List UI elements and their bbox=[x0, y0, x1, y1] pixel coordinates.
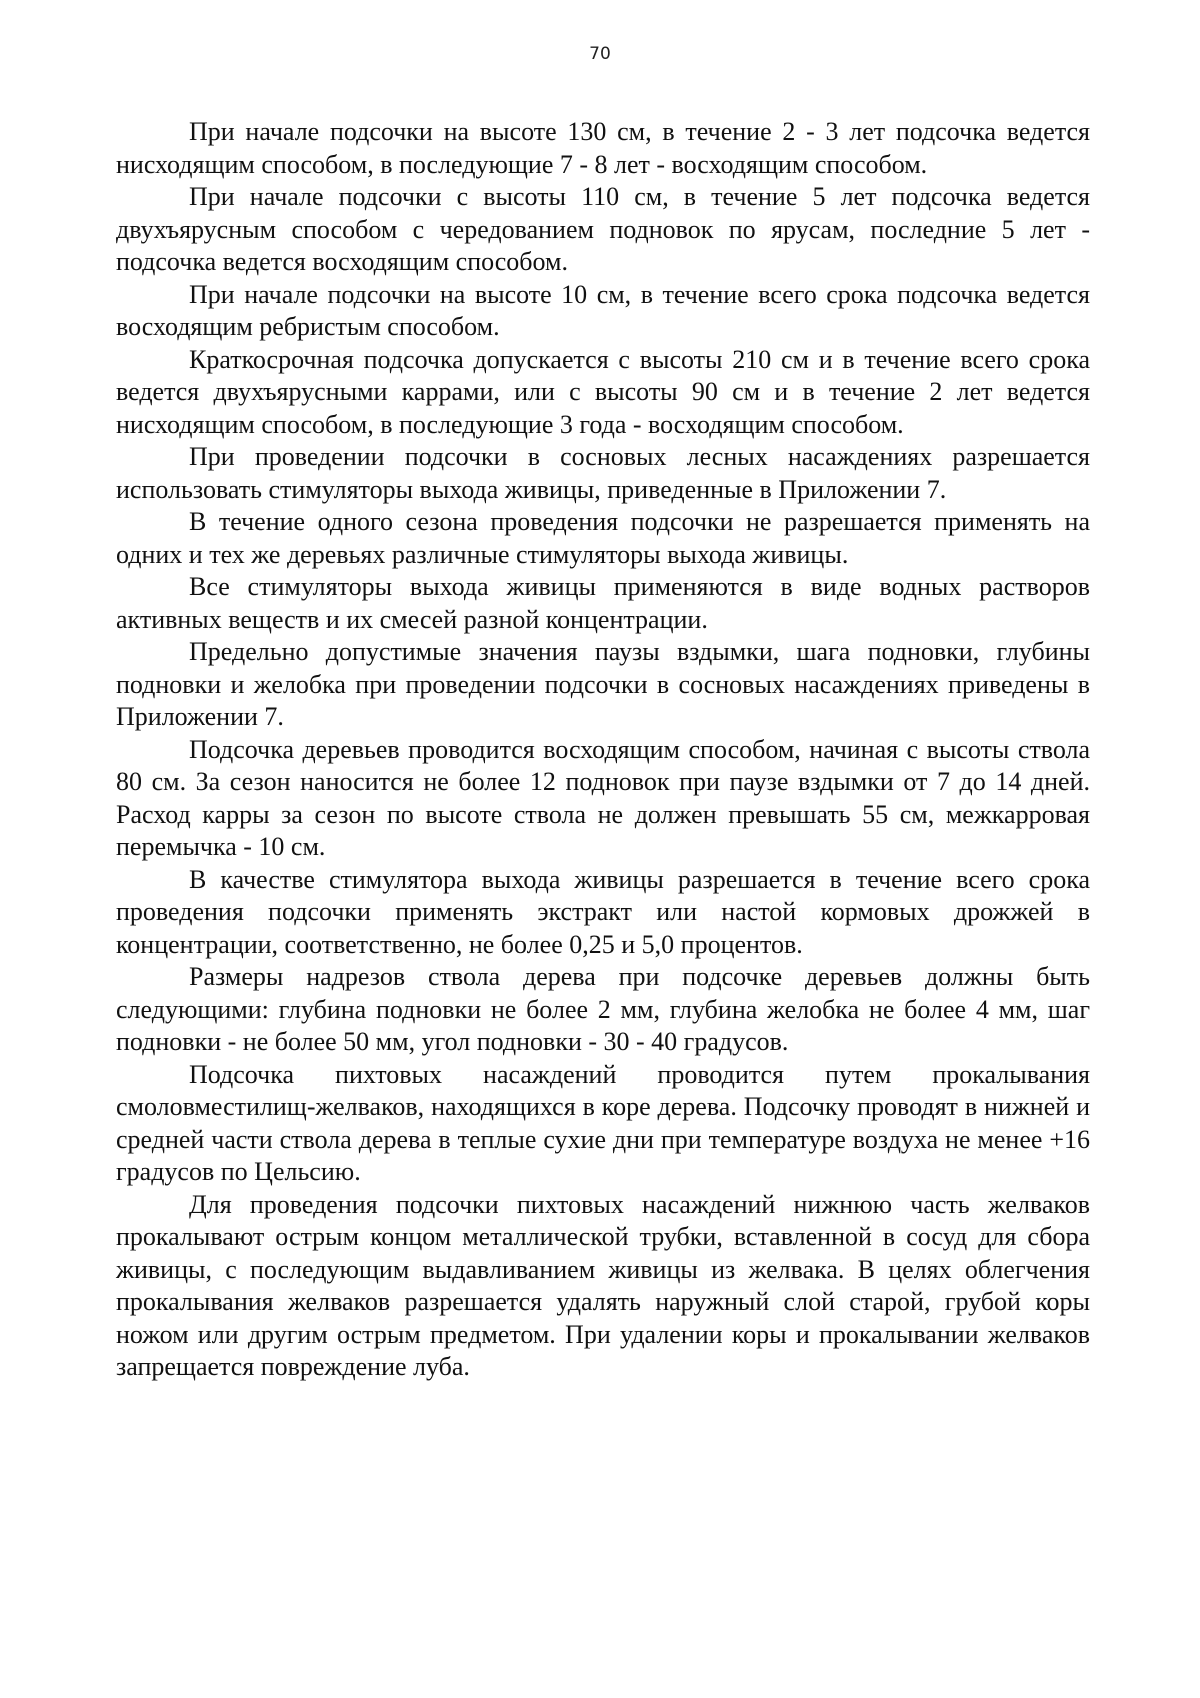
page-number: 70 bbox=[589, 44, 611, 64]
paragraph: Размеры надрезов ствола дерева при подсочке деревьев должны быть следующими: глубина подновки не более 2 мм, глубина желобка не более 4 мм, шаг подновки - не более 50 мм, угол подновки - 30 - 40 градусов. bbox=[116, 962, 1090, 1056]
paragraph: Подсочка деревьев проводится восходящим способом, начиная с высоты ствола 80 см. За сезон наносится не более 12 подновок при паузе вздымки от 7 до 14 дней. Расход карры за сезон по высоте ствола не должен превышать 55 см, межкарровая перемычка - 10 см. bbox=[116, 734, 1090, 861]
paragraph: При начале подсочки с высоты 110 см, в течение 5 лет подсочка ведется двухъярусным способом с чередованием подновок по ярусам, последние 5 лет - подсочка ведется восходящим способом. bbox=[116, 182, 1090, 276]
paragraph: При начале подсочки на высоте 10 см, в течение всего срока подсочка ведется восходящим ребристым способом. bbox=[116, 279, 1090, 341]
paragraph: В качестве стимулятора выхода живицы разрешается в течение всего срока проведения подсочки применять экстракт или настой кормовых дрожжей в концентрации, соответственно, не более 0,25 и 5,0 процентов. bbox=[116, 864, 1090, 959]
paragraph: Предельно допустимые значения паузы вздымки, шага подновки, глубины подновки и желобка при проведении подсочки в сосновых насаждениях приведены в Приложении 7. bbox=[116, 637, 1090, 731]
document-body bbox=[116, 116, 1090, 1384]
paragraph: При проведении подсочки в сосновых лесных насаждениях разрешается использовать стимуляторы выхода живицы, приведенные в Приложении 7. bbox=[116, 442, 1090, 504]
paragraph: Подсочка пихтовых насаждений проводится путем прокалывания смоловместилищ-желваков, находящихся в коре дерева. Подсочку проводят в нижней и средней части ствола дерева в теплые сухие дни при температуре воздуха не менее +16 градусов по Цельсию. bbox=[116, 1059, 1090, 1186]
paragraph: Для проведения подсочки пихтовых насаждений нижнюю часть желваков прокалывают острым концом металлической трубки, вставленной в сосуд для сбора живицы, с последующим выдавливанием живицы из желвака. В целях облегчения прокалывания желваков разрешается удалять наружный слой старой, грубой коры ножом или другим острым предметом. При удалении коры и прокалывании желваков запрещается повреждение луба. bbox=[116, 1189, 1090, 1381]
paragraph: Краткосрочная подсочка допускается с высоты 210 см и в течение всего срока ведется двухъярусными каррами, или с высоты 90 см и в течение 2 лет ведется нисходящим способом, в последующие 3 года - восходящим способом. bbox=[116, 344, 1090, 439]
paragraph: Все стимуляторы выхода живицы применяются в виде водных растворов активных веществ и их смесей разной концентрации. bbox=[116, 572, 1090, 634]
paragraph: В течение одного сезона проведения подсочки не разрешается применять на одних и тех же деревьях различные стимуляторы выхода живицы. bbox=[116, 507, 1090, 569]
paragraph: При начале подсочки на высоте 130 см, в течение 2 - 3 лет подсочка ведется нисходящим способом, в последующие 7 - 8 лет - восходящим способом. bbox=[116, 117, 1090, 179]
